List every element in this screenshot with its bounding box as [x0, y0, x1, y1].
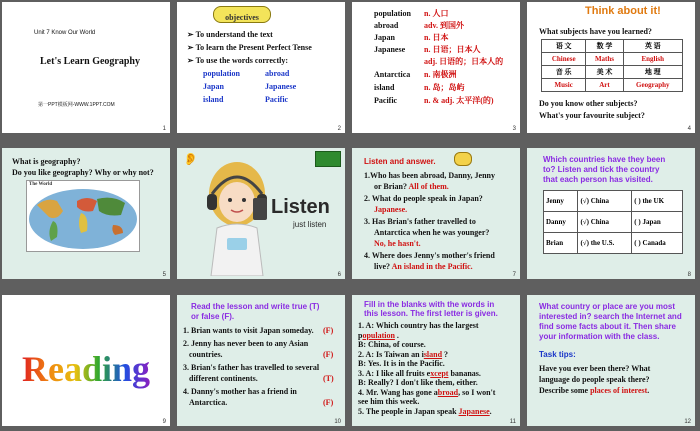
- table-cell: Art: [586, 79, 623, 92]
- word-item: Japan: [203, 82, 224, 91]
- answer-text: All of them.: [408, 182, 449, 191]
- fill-line: B: Yes. It is in the Pacific.: [358, 359, 445, 368]
- answer-text: No, he hasn't.: [374, 239, 421, 248]
- slide-1-thumbnail[interactable]: [2, 2, 170, 133]
- table-cell: Danny: [544, 212, 578, 233]
- vocab-def: adj. 日语的；日本人的: [424, 57, 504, 66]
- fill-line: population .: [358, 330, 399, 340]
- countries-table: [543, 190, 683, 254]
- tip-text: Describe some places of interest.: [539, 386, 650, 395]
- slide-2-thumbnail[interactable]: [177, 2, 345, 133]
- fill-line: see him this week.: [358, 397, 420, 406]
- slide-number: 10: [334, 419, 341, 425]
- tip-text: language do people speak there?: [539, 375, 650, 384]
- tip-text: Have you ever been there? What: [539, 364, 651, 373]
- question-text: live? An island in the Pacific.: [374, 262, 473, 271]
- word-item: population: [203, 69, 240, 78]
- task-tips-label: Task tips:: [539, 350, 576, 359]
- slide-11-thumbnail[interactable]: [352, 295, 520, 426]
- answer-text: An island in the Pacific.: [391, 262, 473, 271]
- footer-text: 第一PPT模板网-WWW.1PPT.COM: [38, 102, 115, 108]
- blank-answer: Japanese: [458, 406, 490, 416]
- table-cell: (√) China: [578, 191, 632, 212]
- vocab-word: population: [374, 9, 411, 18]
- objective-item: ➢ To learn the Present Perfect Tense: [187, 43, 312, 52]
- question-text: 4. Where does Jenny's mother's friend: [364, 251, 495, 260]
- highlight-text: places of interest: [590, 386, 648, 395]
- statement-text: 2. Jenny has never been to any Asian: [183, 339, 309, 348]
- think-heading: Think about it!: [585, 5, 661, 17]
- table-cell: Brian: [544, 233, 578, 254]
- map-label: The World: [29, 182, 53, 187]
- word-item: island: [203, 95, 224, 104]
- slide-heading: Fill in the blanks with the words in: [364, 300, 495, 309]
- slide-heading: interested in? search the Internet and: [539, 312, 682, 321]
- table-cell: 音 乐: [542, 66, 586, 79]
- vocab-word: abroad: [374, 21, 399, 30]
- question-text: What's your favourite subject?: [539, 111, 645, 120]
- table-cell: ( ) Japan: [632, 212, 683, 233]
- table-cell: 美 术: [586, 66, 623, 79]
- ear-icon: 👂: [183, 152, 198, 166]
- slide-9-thumbnail[interactable]: [2, 295, 170, 426]
- question-text: What is geography?: [12, 157, 81, 166]
- slide-8-thumbnail[interactable]: [527, 148, 695, 279]
- statement-text: different continents.: [189, 374, 258, 383]
- slide-title: Let's Learn Geography: [40, 56, 140, 67]
- table-cell: English: [623, 53, 682, 66]
- slide-heading: What country or place are you most: [539, 302, 676, 311]
- slide-number: 7: [512, 272, 516, 278]
- slide-heading: or false (F).: [191, 312, 235, 321]
- vocab-def: n. 岛；岛屿: [424, 83, 465, 92]
- statement-text: 1. Brian wants to visit Japan someday.: [183, 326, 314, 335]
- slide-3-thumbnail[interactable]: [352, 2, 520, 133]
- blank-answer: broad: [437, 387, 459, 397]
- slide-number: 12: [684, 419, 691, 425]
- svg-text:Reading: Reading: [21, 349, 151, 389]
- word-item: Japanese: [265, 82, 297, 91]
- objective-item: ➢ To use the words correctly:: [187, 56, 288, 65]
- table-cell: 英 语: [623, 40, 682, 53]
- fill-line: 5. The people in Japan speak Japanese.: [358, 406, 492, 416]
- slide-heading: Listen and answer.: [364, 157, 436, 166]
- slide-number: 6: [337, 272, 341, 278]
- slide-heading: to? Listen and tick the country: [543, 165, 660, 174]
- statement-text: countries.: [189, 350, 223, 359]
- question-text: 2. What do people speak in Japan?: [364, 194, 483, 203]
- slide-heading: Which countries have they been: [543, 155, 666, 164]
- subjects-question: What subjects have you learned?: [539, 27, 652, 36]
- table-cell: Music: [542, 79, 586, 92]
- subjects-table: [541, 39, 683, 92]
- answer-text: Japanese.: [374, 205, 408, 214]
- listen-word: Listen: [271, 196, 330, 218]
- objectives-badge: [213, 6, 271, 23]
- slide-10-thumbnail[interactable]: [177, 295, 345, 426]
- answer-text: (F): [323, 350, 334, 359]
- table-cell: (√) the U.S.: [578, 233, 632, 254]
- slide-number: 1: [162, 126, 166, 132]
- ear-icon: [454, 152, 472, 166]
- slide-heading: that each person has visited.: [543, 175, 653, 184]
- fill-line: 4. Mr. Wang has gone abroad, so I won't: [358, 387, 496, 397]
- slide-heading: this lesson. The first letter is given.: [364, 309, 498, 318]
- slide-number: 9: [162, 419, 166, 425]
- table-cell: (√) China: [578, 212, 632, 233]
- slide-4-thumbnail[interactable]: [527, 2, 695, 133]
- table-cell: Jenny: [544, 191, 578, 212]
- slide-number: 8: [687, 272, 691, 278]
- slide-7-thumbnail[interactable]: [352, 148, 520, 279]
- vocab-word: Japan: [374, 33, 395, 42]
- question-text: Antarctica when he was younger?: [374, 228, 490, 237]
- question-text: or Brian? All of them.: [374, 182, 449, 191]
- slide-12-thumbnail[interactable]: [527, 295, 695, 426]
- slide-heading: find some facts about it. Then share: [539, 322, 676, 331]
- answer-text: (T): [323, 374, 334, 383]
- vocab-word: Pacific: [374, 96, 398, 105]
- question-text: 3. Has Brian's father travelled to: [364, 217, 476, 226]
- table-cell: ( ) Canada: [632, 233, 683, 254]
- fill-line: 1. A: Which country has the largest: [358, 321, 479, 330]
- question-text: 1.Who has been abroad, Danny, Jenny: [364, 171, 495, 180]
- fill-line: B: Really? I don't like them, either.: [358, 378, 478, 387]
- blank-answer: sland: [423, 349, 443, 359]
- vocab-word: Antarctica: [374, 70, 411, 79]
- objective-item: ➢ To understand the text: [187, 30, 273, 39]
- vocab-def: n. 日本: [424, 33, 449, 42]
- vocab-def: adv. 到国外: [424, 21, 465, 30]
- fill-line: 3. A: I like all fruits except bananas.: [358, 368, 481, 378]
- slide-number: 11: [509, 419, 516, 425]
- vocab-def: n. 人口: [424, 9, 449, 18]
- unit-label: Unit 7 Know Our World: [34, 30, 96, 36]
- world-map-image: [26, 180, 140, 252]
- question-text: Do you like geography? Why or why not?: [12, 168, 154, 177]
- slide-heading: your information with the class.: [539, 332, 660, 341]
- table-cell: 数 学: [586, 40, 623, 53]
- objectives-label: objectives: [225, 13, 259, 22]
- slide-heading: Read the lesson and write true (T): [191, 302, 320, 311]
- reading-rainbow-word: [2, 295, 170, 426]
- slide-number: 2: [337, 126, 341, 132]
- slide-number: 4: [687, 126, 691, 132]
- fill-line: 2. A: Is Taiwan an island ?: [358, 349, 449, 359]
- green-board-image: [315, 151, 341, 167]
- vocab-def: n. & adj. 太平洋(的): [424, 96, 494, 105]
- vocab-word: Japanese: [374, 45, 406, 54]
- table-cell: Geography: [623, 79, 682, 92]
- vocab-def: n. 日语；日本人: [424, 45, 481, 54]
- word-item: Pacific: [265, 95, 289, 104]
- slide-5-thumbnail[interactable]: [2, 148, 170, 279]
- table-cell: Chinese: [542, 53, 586, 66]
- word-item: abroad: [265, 69, 290, 78]
- vocab-word: island: [374, 83, 395, 92]
- just-listen-text: just listen: [293, 220, 327, 229]
- answer-text: (F): [323, 398, 334, 407]
- table-cell: Maths: [586, 53, 623, 66]
- question-text: Do you know other subjects?: [539, 99, 638, 108]
- table-cell: 地 理: [623, 66, 682, 79]
- statement-text: 3. Brian's father has travelled to several: [183, 363, 320, 372]
- statement-text: 4. Danny's mother has a friend in: [183, 387, 297, 396]
- vocab-def: n. 南极洲: [424, 70, 457, 79]
- statement-text: Antarctica.: [189, 398, 228, 407]
- blank-answer: xcept: [430, 368, 449, 378]
- slide-6-thumbnail[interactable]: [177, 148, 345, 279]
- slide-number: 5: [162, 272, 166, 278]
- fill-line: B: China, of course.: [358, 340, 426, 349]
- table-cell: 语 文: [542, 40, 586, 53]
- slide-number: 3: [512, 126, 516, 132]
- blank-answer: opulation: [362, 330, 395, 340]
- answer-text: (F): [323, 326, 334, 335]
- table-cell: ( ) the UK: [632, 191, 683, 212]
- speaker-icon: [253, 198, 267, 220]
